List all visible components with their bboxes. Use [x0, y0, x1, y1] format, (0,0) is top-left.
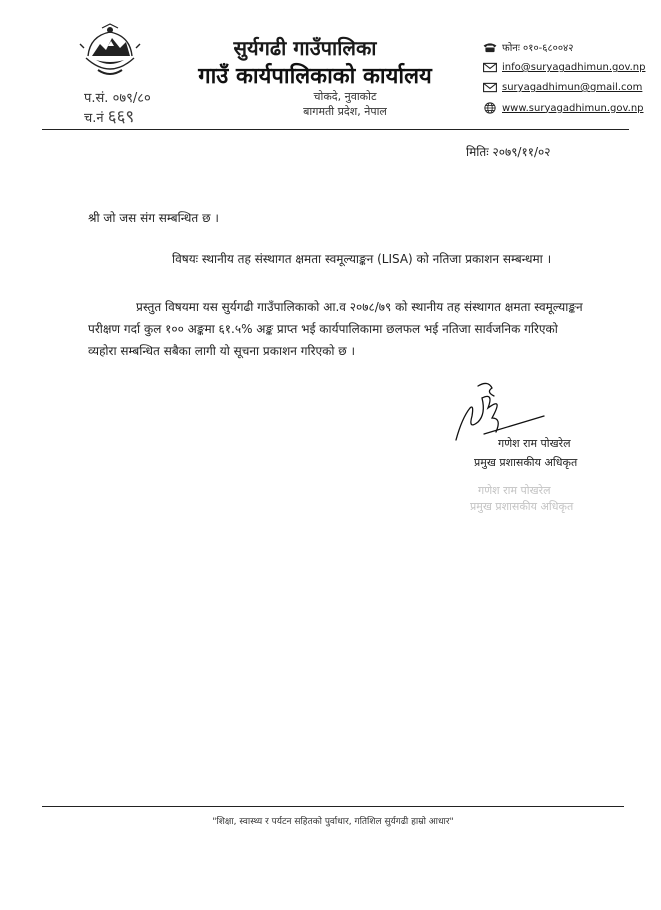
- letter-body: [88, 296, 588, 362]
- footer-motto: "शिक्षा, स्वास्थ्य र पर्यटन सहितको पुर्वाधार, गतिशिल सुर्यगढी हाम्रो आधार": [212, 817, 454, 827]
- contact-phone: [482, 40, 573, 54]
- footer-divider: [42, 806, 624, 807]
- body-line: परीक्षण गर्दा कुल १०० अङ्कमा ६१.५% अङ्क प्राप्त भई कार्यपालिकामा छलफल भई नतिजा सार्वजनिक गरिएको: [88, 322, 558, 336]
- reference-fiscal-label: प.सं.: [84, 91, 109, 106]
- website-link[interactable]: www.suryagadhimun.gov.np: [502, 102, 644, 114]
- reference-dispatch-number: [84, 104, 134, 127]
- stamp-signatory-name: गणेश राम पोखरेल: [478, 484, 551, 497]
- reference-dispatch-label: च.नं: [84, 111, 104, 126]
- body-line: प्रस्तुत विषयमा यस सुर्यगढी गाउँपालिकाको आ.व २०७८/७९ को स्थानीय तह संस्थागत क्षमता स्वमूल्याङ्कन: [136, 300, 583, 314]
- office-name: गाउँ कार्यपालिकाको कार्यालय: [198, 63, 432, 89]
- email-official-link[interactable]: info@suryagadhimun.gov.np: [502, 62, 646, 73]
- body-line: व्यहोरा सम्बन्धित सबैका लागी यो सूचना प्रकाशन गरिएको छ ।: [88, 344, 356, 358]
- phone-icon: [482, 42, 498, 53]
- phone-number: फोनः ०१०-६८००४२: [502, 43, 574, 54]
- reference-dispatch-value: ६६९: [107, 107, 135, 127]
- contact-website: [482, 102, 644, 114]
- letter-subject: विषयः स्थानीय तह संस्थागत क्षमता स्वमूल्याङ्कन (LISA) को नतिजा प्रकाशन सम्बन्धमा ।: [172, 252, 552, 266]
- envelope-icon: [482, 62, 498, 73]
- contact-email-gmail: [482, 82, 642, 93]
- letter-date: मितिः २०७९/११/०२: [466, 145, 551, 159]
- reference-fiscal-value: ०७९/८०: [112, 91, 151, 106]
- address-line-2: बागमती प्रदेश, नेपाल: [303, 105, 387, 118]
- header-divider: [42, 129, 629, 130]
- globe-icon: [482, 102, 498, 114]
- organization-name: सुर्यगढी गाउँपालिका: [233, 36, 377, 60]
- nepal-government-emblem-icon: [78, 22, 142, 84]
- envelope-icon: [482, 82, 498, 93]
- signatory-title: प्रमुख प्रशासकीय अधिकृत: [474, 456, 578, 469]
- signatory-name: गणेश राम पोखरेल: [498, 437, 571, 450]
- stamp-signatory-title: प्रमुख प्रशासकीय अधिकृत: [470, 500, 574, 513]
- email-gmail-link[interactable]: suryagadhimun@gmail.com: [502, 82, 643, 93]
- letter-salutation: श्री जो जस संग सम्बन्धित छ ।: [88, 211, 219, 225]
- address-line-1: चोकदे, नुवाकोट: [313, 90, 377, 103]
- contact-email-official: [482, 62, 645, 73]
